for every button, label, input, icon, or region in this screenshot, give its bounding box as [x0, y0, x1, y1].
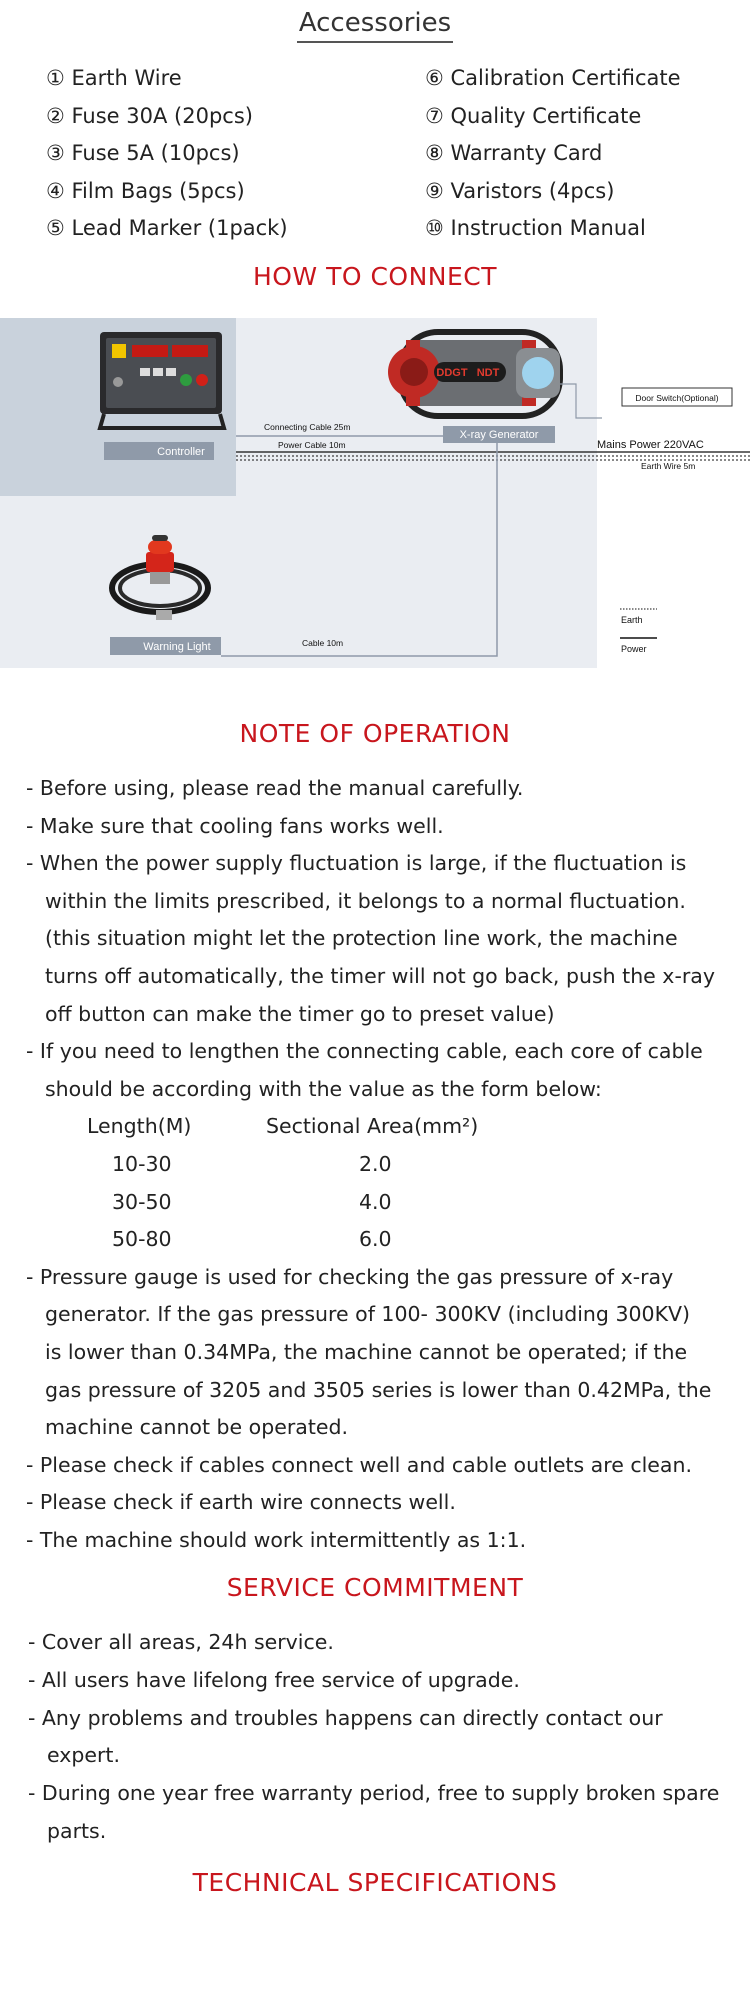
xray-generator-image [388, 332, 560, 416]
controller-label: Controller [157, 446, 205, 458]
note-item-continued: (this situation might let the protection line work, the machine [45, 926, 678, 951]
service-item: - Cover all areas, 24h service. [28, 1630, 334, 1654]
accessory-item: ⑥ Calibration Certificate [425, 66, 681, 90]
controller-image [100, 332, 224, 428]
table-header-length: Length(M) [87, 1114, 192, 1139]
accessory-item: ④ Film Bags (5pcs) [46, 178, 245, 203]
note-item: - When the power supply fluctuation is large, if the fluctuation is [26, 851, 687, 876]
service-item: - All users have lifelong free service of upgrade. [28, 1667, 520, 1692]
service-commitment-body [28, 1624, 750, 1851]
accessories-list-left [46, 60, 288, 248]
warning-light-image [112, 535, 208, 620]
accessories-title: Accessories [0, 8, 750, 43]
note-item-continued: gas pressure of 3205 and 3505 series is lower than 0.42MPa, the [45, 1377, 712, 1402]
note-of-operation-title: NOTE OF OPERATION [239, 719, 511, 748]
service-item: - Any problems and troubles happens can directly contact our [28, 1705, 663, 1730]
warning-light-cable-line [221, 443, 497, 656]
accessory-item: ② Fuse 30A (20pcs) [46, 103, 253, 128]
table-cell-area: 6.0 [359, 1227, 392, 1252]
note-item-continued: machine cannot be operated. [45, 1415, 349, 1440]
service-item-continued: expert. [47, 1743, 120, 1768]
logo-text-b: NDT [476, 367, 500, 379]
warning-light-label: Warning Light [143, 641, 211, 653]
mains-power-label: Mains Power 220VAC [597, 439, 704, 451]
accessory-item: ⑦ Quality Certificate [425, 103, 642, 128]
table-cell-area: 4.0 [359, 1189, 392, 1214]
connection-diagram [0, 318, 719, 668]
legend-power-label: Power [621, 644, 647, 654]
door-switch-line [560, 384, 602, 418]
accessory-item: ① Earth Wire [46, 66, 182, 90]
table-row [26, 1146, 750, 1184]
accessories-list-right [425, 60, 681, 248]
table-cell-length: 50-80 [112, 1227, 172, 1252]
technical-specifications-title: TECHNICAL SPECIFICATIONS [192, 1868, 558, 1897]
table-row [26, 1221, 750, 1259]
note-item-continued: should be according with the value as the form below: [45, 1076, 602, 1101]
note-of-operation-body [26, 770, 750, 1559]
door-switch-label: Door Switch(Optional) [635, 393, 719, 403]
generator-label: X-ray Generator [459, 429, 539, 441]
cable-10m-label: Cable 10m [302, 638, 344, 648]
note-item: - Before using, please read the manual carefully. [26, 776, 524, 800]
power-cable-label: Power Cable 10m [278, 440, 346, 450]
legend-earth-label: Earth [621, 615, 643, 625]
note-item: - Pressure gauge is used for checking the gas pressure of x-ray [26, 1264, 674, 1289]
logo-text-a: DDGT [436, 367, 468, 379]
note-item: - The machine should work intermittently as 1:1. [26, 1527, 527, 1552]
note-item-continued: generator. If the gas pressure of 100- 300KV (including 300KV) [45, 1302, 691, 1327]
connecting-cable-label: Connecting Cable 25m [264, 422, 351, 432]
accessory-item: ⑤ Lead Marker (1pack) [46, 216, 288, 240]
table-cell-area: 2.0 [359, 1151, 392, 1176]
table-cell-length: 30-50 [112, 1189, 172, 1214]
table-row [26, 1184, 750, 1222]
accessory-item: ⑨ Varistors (4pcs) [425, 178, 615, 203]
note-item: - Please check if cables connect well and cable outlets are clean. [26, 1452, 692, 1477]
service-item: - During one year free warranty period, free to supply broken spare [28, 1781, 720, 1806]
note-item-continued: turns off automatically, the timer will not go back, push the x-ray [45, 963, 715, 988]
table-cell-length: 10-30 [112, 1151, 172, 1176]
accessory-item: ③ Fuse 5A (10pcs) [46, 141, 240, 165]
accessory-item: ⑧ Warranty Card [425, 141, 603, 165]
how-to-connect-title: HOW TO CONNECT [252, 262, 498, 291]
note-item: - Make sure that cooling fans works well. [26, 813, 444, 838]
note-item-continued: within the limits prescribed, it belongs to a normal fluctuation. [45, 888, 686, 913]
note-item: - Please check if earth wire connects well. [26, 1490, 456, 1515]
accessory-item: ⑩ Instruction Manual [425, 216, 646, 240]
table-header-area: Sectional Area(mm²) [266, 1114, 479, 1139]
note-item-continued: is lower than 0.34MPa, the machine cannot be operated; if the [45, 1339, 688, 1364]
service-item-continued: parts. [47, 1818, 107, 1843]
cable-table-header [26, 1108, 750, 1146]
earth-wire-label: Earth Wire 5m [641, 461, 696, 471]
note-item-continued: off button can make the timer go to preset value) [45, 1001, 555, 1026]
service-commitment-title: SERVICE COMMITMENT [226, 1573, 524, 1602]
note-item: - If you need to lengthen the connecting cable, each core of cable [26, 1039, 703, 1064]
